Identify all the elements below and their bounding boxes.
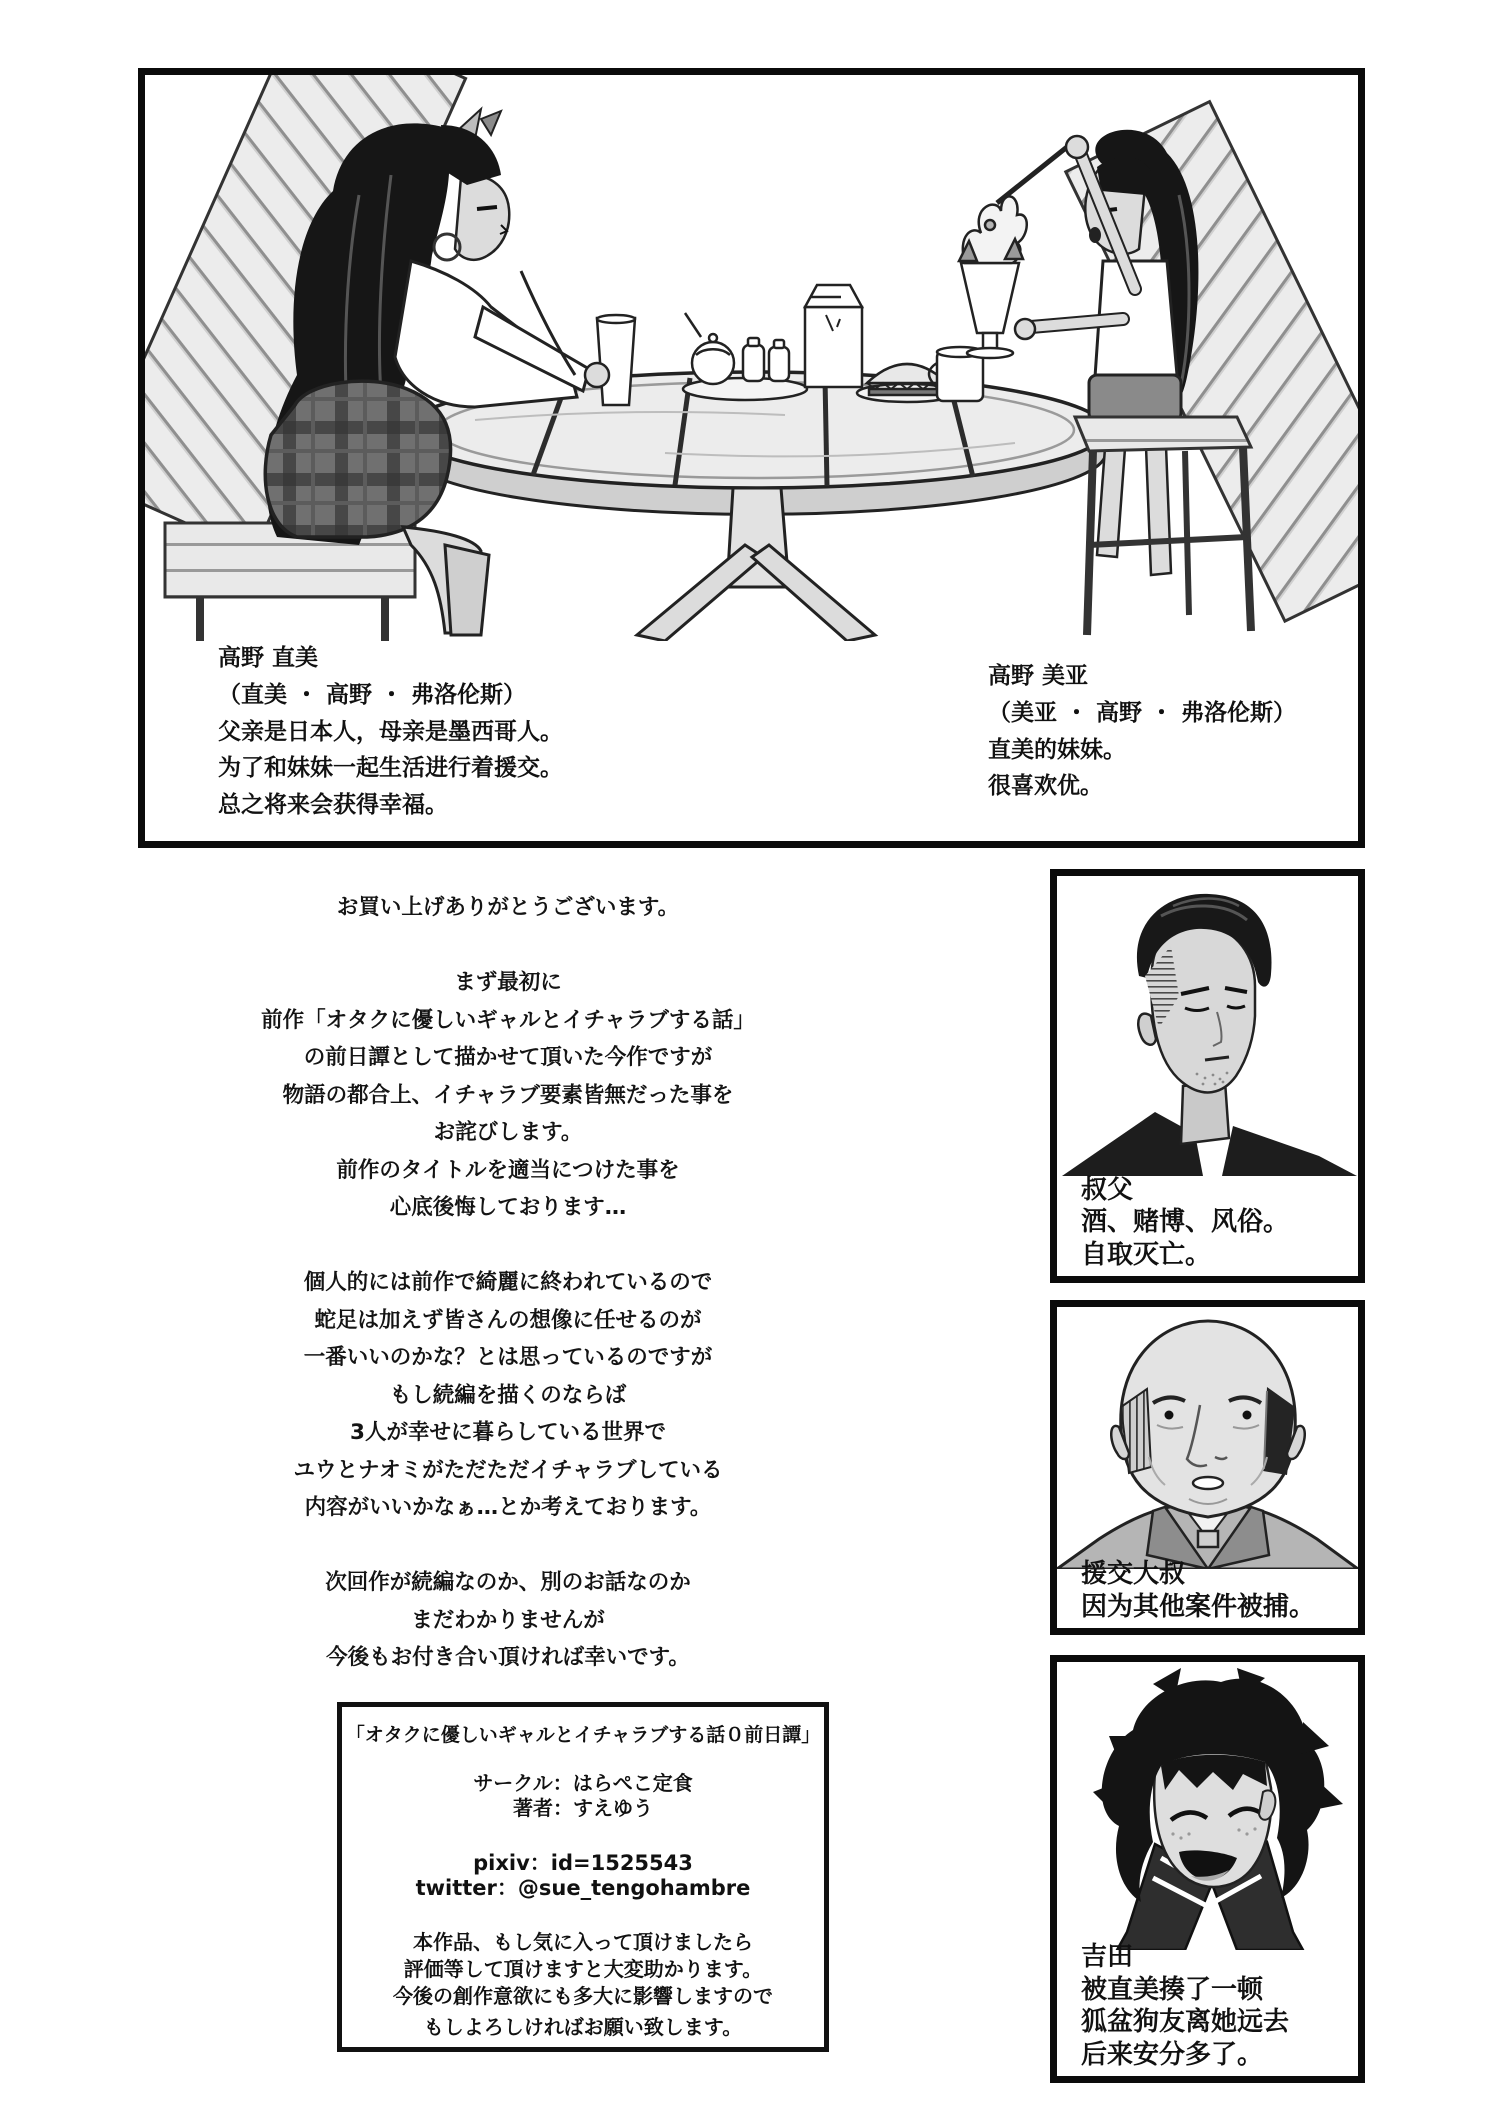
afterword-line: 今後もお付き合い頂ければ幸いです。 xyxy=(326,1645,690,1670)
character-name: 高野 直美 xyxy=(218,645,319,671)
request-line: 評価等して頂けますと大変助かります。 xyxy=(403,1957,763,1981)
mia-figure xyxy=(1015,130,1198,575)
credits-box xyxy=(337,1702,829,2052)
afterword-line: 前作のタイトルを適当につけた事を xyxy=(336,1157,680,1183)
portrait-box-enko-ojisan xyxy=(1050,1300,1365,1635)
request-line: 今後の創作意欲にも多大に影響しますので xyxy=(393,1984,773,2008)
afterword-line: まず最初に xyxy=(454,970,562,995)
afterword-line: お買い上げありがとうございます。 xyxy=(336,895,680,920)
afterword-line: の前日譚として描かせて頂いた今作ですが xyxy=(303,1045,713,1070)
character-desc-line: 直美的妹妹。 xyxy=(988,736,1126,763)
portrait-caption-line: 酒、赌博、风俗。 xyxy=(1081,1207,1290,1237)
request-line: もしよろしければお願い致します。 xyxy=(423,2015,743,2039)
portrait-name: 援交大叔 xyxy=(1081,1559,1186,1589)
afterword-line: 蛇足は加えず皆さんの想像に任せるのが xyxy=(314,1307,702,1333)
afterword-line: 個人的には前作で綺麗に終われているので xyxy=(303,1270,713,1295)
character-desc-line: 父亲是日本人，母亲是墨西哥人。 xyxy=(218,718,563,745)
character-desc-naomi xyxy=(218,640,563,824)
character-desc-line: 总之将来会获得幸福。 xyxy=(218,792,448,819)
work-title: 「オタクに優しいギャルとイチャラブする話０前日譚」 xyxy=(345,1724,821,1746)
portrait-box-yoshida xyxy=(1050,1655,1365,2083)
portrait-caption-line: 被直美揍了一顿 xyxy=(1081,1974,1264,2005)
cafe-scene-illustration xyxy=(145,75,1358,641)
enko-ojisan-portrait xyxy=(1057,1307,1358,1569)
character-desc-line: 很喜欢优。 xyxy=(988,773,1103,800)
portrait-name: 吉田 xyxy=(1081,1942,1134,1972)
afterword-line xyxy=(168,1228,848,1266)
afterword-line xyxy=(168,1528,848,1566)
afterword-line: 一番いいのかな？とは思っているのですが xyxy=(303,1345,713,1370)
request-line: 本作品、もし気に入って頂けましたら xyxy=(413,1930,753,1954)
afterword-line: ユウとナオミがただただイチャラブしている xyxy=(293,1457,723,1483)
afterword-line: お詫びします。 xyxy=(433,1120,583,1145)
uncle-portrait xyxy=(1057,876,1358,1176)
portrait-name: 叔父 xyxy=(1081,1174,1134,1205)
portrait-caption xyxy=(1081,1558,1315,1623)
afterword-line: まだわかりませんが xyxy=(411,1607,605,1633)
afterword-text xyxy=(168,890,848,1678)
afterword-line: 次回作が続編なのか、別のお話なのか xyxy=(325,1570,691,1595)
author-name: 著者：すえゆう xyxy=(513,1796,653,1820)
portrait-box-uncle xyxy=(1050,869,1365,1283)
character-alias: （美亚 ・ 高野 ・ 弗洛伦斯） xyxy=(988,699,1297,726)
portrait-caption-line: 后来安分多了。 xyxy=(1081,2039,1264,2070)
afterword-line: 物語の都合上、イチャラブ要素皆無だった事を xyxy=(282,1082,734,1108)
afterword-line xyxy=(168,928,848,966)
circle-name: サークル：はらぺこ定食 xyxy=(473,1771,693,1795)
portrait-caption xyxy=(1081,1174,1289,1272)
pixiv-id: pixiv：id=1525543 xyxy=(473,1851,693,1875)
twitter-handle: twitter：@sue_tengohambre xyxy=(415,1876,751,1900)
character-name: 高野 美亚 xyxy=(988,663,1089,689)
afterword-line: 内容がいいかなぁ…とか考えております。 xyxy=(304,1495,712,1520)
portrait-caption-line: 自取灭亡。 xyxy=(1081,1239,1212,1270)
portrait-caption-line: 因为其他案件被捕。 xyxy=(1081,1591,1316,1622)
cafe-table xyxy=(406,372,1106,641)
character-alias: （直美 ・ 高野 ・ 弗洛伦斯） xyxy=(218,681,527,708)
portrait-caption-line: 狐盆狗友离她远去 xyxy=(1081,2007,1290,2037)
afterword-line: 3人が幸せに暮らしている世界で xyxy=(350,1420,666,1445)
yoshida-portrait xyxy=(1057,1662,1358,1950)
afterword-line: もし続編を描くのならば xyxy=(389,1382,627,1408)
afterword-line: 心底後悔しております… xyxy=(389,1195,627,1220)
portrait-caption xyxy=(1081,1941,1289,2071)
afterword-line: 前作「オタクに優しいギャルとイチャラブする話」 xyxy=(261,1007,755,1033)
character-desc-mia xyxy=(988,658,1296,805)
character-desc-line: 为了和妹妹一起生活进行着援交。 xyxy=(218,755,563,782)
